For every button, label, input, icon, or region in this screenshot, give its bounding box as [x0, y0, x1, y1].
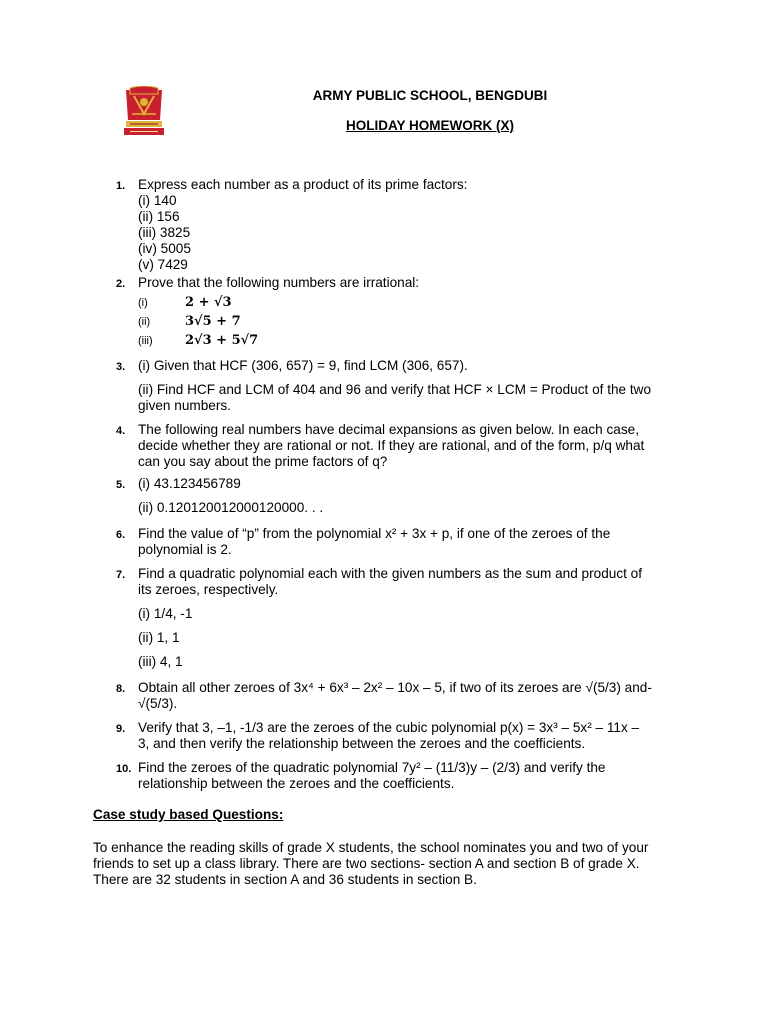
- question-text: Find the value of “p” from the polynomial x² + 3x + p, if one of the zeroes of the: [138, 526, 611, 541]
- question-number: 8.: [116, 683, 126, 695]
- question-text: can you say about the prime factors of q?: [138, 454, 388, 469]
- question-number: 7.: [116, 569, 126, 581]
- question-number: 1.: [116, 180, 126, 192]
- question-text: polynomial is 2.: [138, 542, 232, 557]
- question-text: Obtain all other zeroes of 3x⁴ + 6x³ – 2x² – 10x – 5, if two of its zeroes are √(5/3) and-: [138, 680, 652, 695]
- question-number: 5.: [116, 479, 126, 491]
- question-text: Verify that 3, –1, -1/3 are the zeroes of the cubic polynomial p(x) = 3x³ – 5x² – 11x –: [138, 720, 640, 735]
- question-text: decide whether they are rational or not. If they are rational, and of the form, p/q what: [138, 438, 645, 453]
- question-item: (v) 7429: [138, 257, 188, 272]
- school-name: ARMY PUBLIC SCHOOL, BENGDUBI: [312, 88, 548, 103]
- question-text: Find the zeroes of the quadratic polynomial 7y² – (11/3)y – (2/3) and verify the: [138, 760, 606, 775]
- case-study-title: Case study based Questions:: [93, 807, 284, 822]
- question-part: (i) 43.123456789: [138, 476, 241, 491]
- question-item: (iii) 2√3 + 5√7: [138, 333, 259, 348]
- question-number: 3.: [116, 361, 126, 373]
- question-text: relationship between the zeroes and the coefficients.: [138, 776, 455, 791]
- question-text: Find a quadratic polynomial each with the given numbers as the sum and product of: [138, 566, 643, 581]
- case-study-line: There are 32 students in section A and 36 students in section B.: [93, 872, 477, 887]
- question-number: 2.: [116, 278, 126, 290]
- question-item: (i) 140: [138, 193, 177, 208]
- question-item: (iv) 5005: [138, 241, 191, 256]
- question-part: (i) Given that HCF (306, 657) = 9, find LCM (306, 657).: [138, 358, 468, 373]
- question-item: (ii) 3√5 + 7: [138, 314, 241, 329]
- question-number: 9.: [116, 723, 126, 735]
- question-number: 4.: [116, 425, 126, 437]
- question-item: (ii) 156: [138, 209, 180, 224]
- question-part: (ii) Find HCF and LCM of 404 and 96 and verify that HCF × LCM = Product of the two: [138, 382, 652, 397]
- question-part: (i) 1/4, -1: [138, 606, 193, 621]
- case-study-line: friends to set up a class library. There are two sections- section A and section B of grade X.: [93, 856, 640, 871]
- question-part: given numbers.: [138, 398, 231, 413]
- question-text: 3, and then verify the relationship between the zeroes and the coefficients.: [138, 736, 586, 751]
- question-part: (iii) 4, 1: [138, 654, 183, 669]
- question-text: √(5/3).: [138, 696, 178, 711]
- question-number: 6.: [116, 529, 126, 541]
- case-study-line: To enhance the reading skills of grade X students, the school nominates you and two of your: [93, 840, 649, 855]
- case-study-text: [93, 840, 693, 888]
- question-text: The following real numbers have decimal expansions as given below. In each case,: [138, 422, 639, 437]
- question-text: Express each number as a product of its prime factors:: [138, 177, 468, 192]
- question-item: (i) 2 + √3: [138, 295, 232, 310]
- question-text: Prove that the following numbers are irrational:: [138, 275, 420, 290]
- question-part: (ii) 1, 1: [138, 630, 180, 645]
- question-text: its zeroes, respectively.: [138, 582, 279, 597]
- question-part: (ii) 0.120120012000120000. . .: [138, 500, 324, 515]
- question-item: (iii) 3825: [138, 225, 191, 240]
- homework-title: HOLIDAY HOMEWORK (X): [345, 118, 514, 133]
- question-number: 10.: [116, 763, 132, 775]
